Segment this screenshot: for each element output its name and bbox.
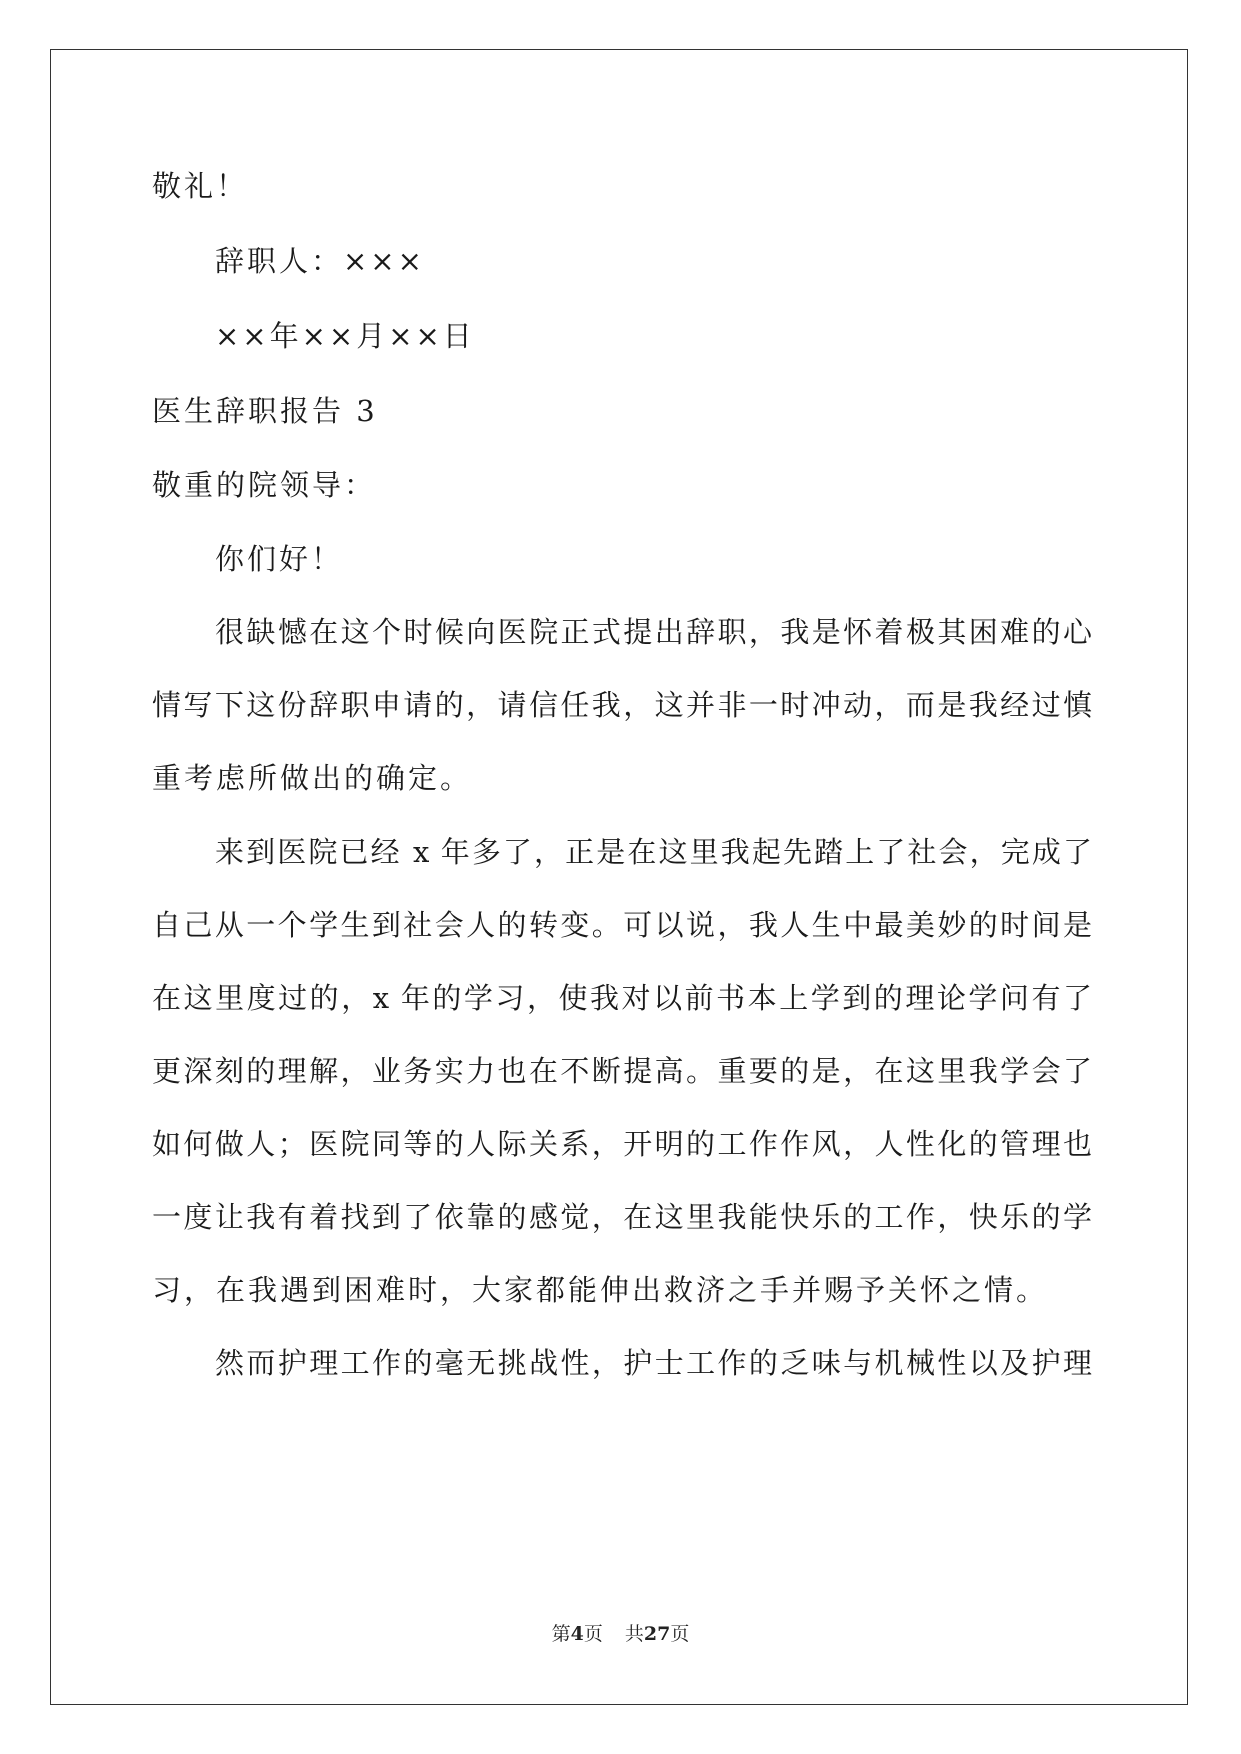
page-footer	[0, 1622, 1241, 1646]
closing-salutation: 敬礼！	[152, 169, 249, 203]
paragraph-line: 在这里度过的，x 年的学习，使我对以前书本上学到的理论学问有了	[152, 981, 1092, 1015]
greeting-recipient: 敬重的院领导：	[152, 468, 377, 502]
paragraph-line: 一度让我有着找到了依靠的感觉，在这里我能快乐的工作，快乐的学	[152, 1200, 1092, 1234]
paragraph-line: 来到医院已经 x 年多了，正是在这里我起先踏上了社会，完成了	[215, 835, 1092, 869]
paragraph-line: 很缺憾在这个时候向医院正式提出辞职，我是怀着极其困难的心	[215, 615, 1092, 649]
signature-line: 辞职人：×××	[215, 244, 425, 278]
section-heading: 医生辞职报告 3	[152, 394, 378, 428]
paragraph-line: 然而护理工作的毫无挑战性，护士工作的乏味与机械性以及护理	[215, 1346, 1092, 1380]
greeting-line: 你们好！	[215, 542, 344, 576]
paragraph-line: 习，在我遇到困难时，大家都能伸出救济之手并赐予关怀之情。	[152, 1273, 1049, 1307]
page-unit: 页	[583, 1623, 603, 1645]
paragraph-line: 更深刻的理解，业务实力也在不断提高。重要的是，在这里我学会了	[152, 1054, 1092, 1088]
total-prefix: 共	[624, 1623, 644, 1645]
date-line: ××年××月××日	[215, 319, 475, 353]
paragraph-line: 情写下这份辞职申请的，请信任我，这并非一时冲动，而是我经过慎	[152, 688, 1092, 722]
paragraph-line: 如何做人；医院同等的人际关系，开明的工作作风，人性化的管理也	[152, 1127, 1092, 1161]
paragraph-line: 自己从一个学生到社会人的转变。可以说，我人生中最美妙的时间是	[152, 908, 1092, 942]
paragraph-line: 重考虑所做出的确定。	[152, 761, 473, 795]
page-number: 4	[570, 1623, 584, 1645]
page-prefix: 第	[551, 1623, 571, 1645]
total-unit: 页	[670, 1623, 690, 1645]
total-pages: 27	[643, 1623, 671, 1645]
page-border	[50, 49, 1188, 1705]
